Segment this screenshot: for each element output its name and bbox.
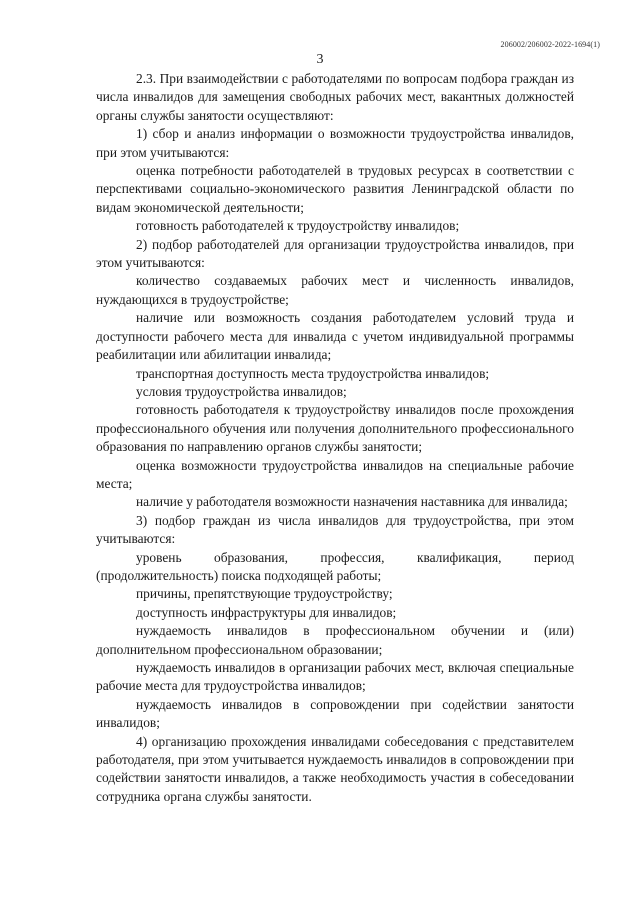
paragraph: готовность работодателя к трудоустройству инвалидов после прохождения профессионального обучения или получения дополнительного профессионального образования по направлению органов службы занятости; — [96, 402, 574, 455]
document-registration-number: 206002/206002-2022-1694(1) — [500, 40, 600, 49]
paragraph: нуждаемость инвалидов в профессиональном обучении и (или) дополнительном профессиональном образовании; — [96, 623, 574, 657]
paragraph: готовность работодателей к трудоустройству инвалидов; — [136, 218, 460, 234]
paragraph: количество создаваемых рабочих мест и численность инвалидов, нуждающихся в трудоустройстве; — [96, 273, 574, 307]
paragraph: уровень образования, профессия, квалификация, период (продолжительность) поиска подходящей работы; — [96, 549, 574, 583]
paragraph-item-3: 3) подбор граждан из числа инвалидов для трудоустройства, при этом учитываются: — [96, 512, 574, 547]
page-number: 3 — [316, 52, 324, 67]
paragraph-2-3-intro: 2.3. При взаимодействии с работодателями по вопросам подбора граждан из числа инвалидов для замещения свободных рабочих мест, вакантных должностей органы службы занятости осуществляют: — [96, 71, 574, 123]
paragraph: нуждаемость инвалидов в организации рабочих мест, включая специальные рабочие места для трудоустройства инвалидов; — [96, 660, 574, 694]
paragraph: условия трудоустройства инвалидов; — [136, 383, 347, 399]
paragraph: оценка возможности трудоустройства инвалидов на специальные рабочие места; — [96, 457, 574, 491]
paragraph: доступность инфраструктуры для инвалидов; — [136, 604, 397, 620]
paragraph: наличие у работодателя возможности назначения наставника для инвалида; — [136, 494, 568, 510]
paragraph-item-2: 2) подбор работодателей для организации трудоустройства инвалидов, при этом учитываются: — [96, 236, 574, 271]
paragraph: транспортная доступность места трудоустройства инвалидов; — [136, 365, 490, 381]
paragraph: наличие или возможность создания работодателем условий труда и доступности рабочего места для инвалида с учетом индивидуальной программы реабилитации или абилитации инвалида; — [96, 310, 574, 363]
paragraph: причины, препятствующие трудоустройству; — [136, 586, 393, 602]
paragraph-item-4: 4) организацию прохождения инвалидами собеседования с представителем работодателя, при этом учитывается нуждаемость инвалидов в сопровождении при содействии занятости инвалидов, а также необходимость участия в собеседовании сотрудника органа службы занятости. — [96, 733, 574, 804]
paragraph: оценка потребности работодателей в трудовых ресурсах в соответствии с перспективами социально-экономического развития Ленинградской области по видам экономической деятельности; — [96, 163, 574, 215]
paragraph-item-1: 1) сбор и анализ информации о возможности трудоустройства инвалидов, при этом учитываются: — [96, 126, 574, 160]
document-body — [96, 70, 574, 806]
paragraph: нуждаемость инвалидов в сопровождении при содействии занятости инвалидов; — [96, 696, 574, 731]
